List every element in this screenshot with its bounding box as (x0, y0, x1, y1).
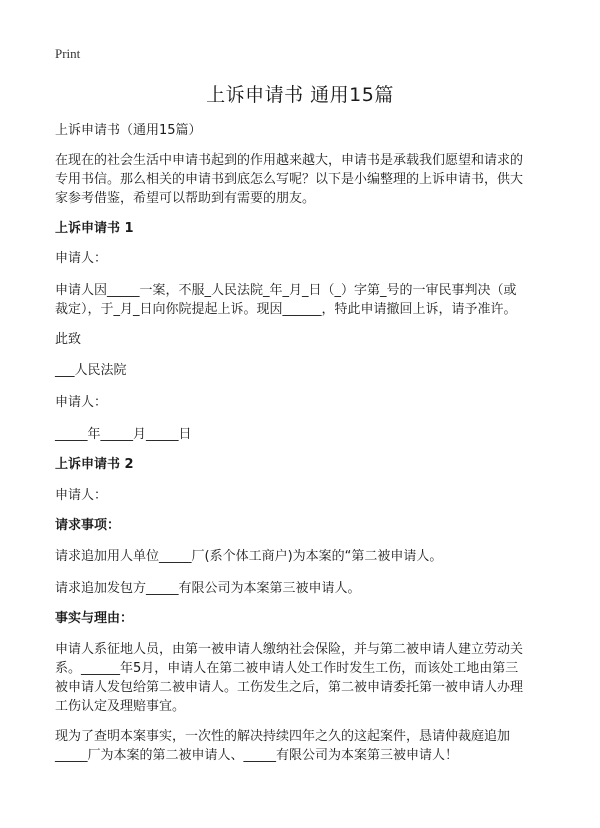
intro-line: 在现在的社会生活中申请书起到的作用越来越大，申请书是承载我们愿望和请求的 (55, 153, 524, 168)
facts-line: 工伤认定及理赔事宜。 (55, 699, 186, 714)
facts-line: 被申请人发包给第二被申请人。工伤发生之后，第二被申请委托第一被申请人办理 (55, 680, 524, 695)
section-heading: 上诉申请书 2 (55, 457, 134, 472)
body-line: 申请人因_____一案，不服_人民法院_年_月_日（_）字第_号的一审民事判决（或 (55, 283, 517, 298)
date-line: _____年_____月_____日 (55, 427, 192, 442)
facts-heading: 事实与理由： (55, 611, 134, 626)
section-heading: 上诉申请书 1 (55, 221, 134, 236)
closing-line: 现为了查明本案事实，一次性的解决持续四年之久的这起案件，恳请仲裁庭追加 (55, 729, 511, 744)
document-subtitle: 上诉申请书（通用15篇） (55, 123, 202, 138)
facts-line: 申请人系征地人员，由第一被申请人缴纳社会保险，并与第二被申请人建立劳动关 (55, 642, 524, 657)
intro-line: 专用书信。那么相关的申请书到底怎么写呢？以下是小编整理的上诉申请书，供大 (55, 172, 524, 187)
request-item: 请求追加用人单位_____厂(系个体工商户)为本案的“第二被申请人。 (55, 549, 443, 564)
facts-line: 系。______年5月，申请人在第二被申请人处工作时发生工伤，而该处工地由第三 (55, 661, 519, 676)
court-name: ___人民法院 (55, 363, 127, 378)
print-link[interactable]: Print (55, 46, 81, 61)
body-line: 裁定），于_月_日向你院提起上诉。现因______，特此申请撤回上诉，请予准许。 (55, 302, 517, 317)
page-title: 上诉申请书 通用15篇 (206, 84, 394, 106)
closing-line: _____厂为本案的第二被申请人、_____有限公司为本案第三被申请人！ (55, 748, 459, 763)
applicant-signature: 申请人： (55, 395, 108, 410)
requests-heading: 请求事项： (55, 518, 121, 533)
intro-line: 家参考借鉴，希望可以帮助到有需要的朋友。 (55, 191, 316, 206)
applicant-label: 申请人： (55, 488, 108, 503)
salutation: 此致 (55, 332, 82, 347)
request-item: 请求追加发包方_____有限公司为本案第三被申请人。 (55, 581, 361, 596)
applicant-label: 申请人： (55, 251, 108, 266)
